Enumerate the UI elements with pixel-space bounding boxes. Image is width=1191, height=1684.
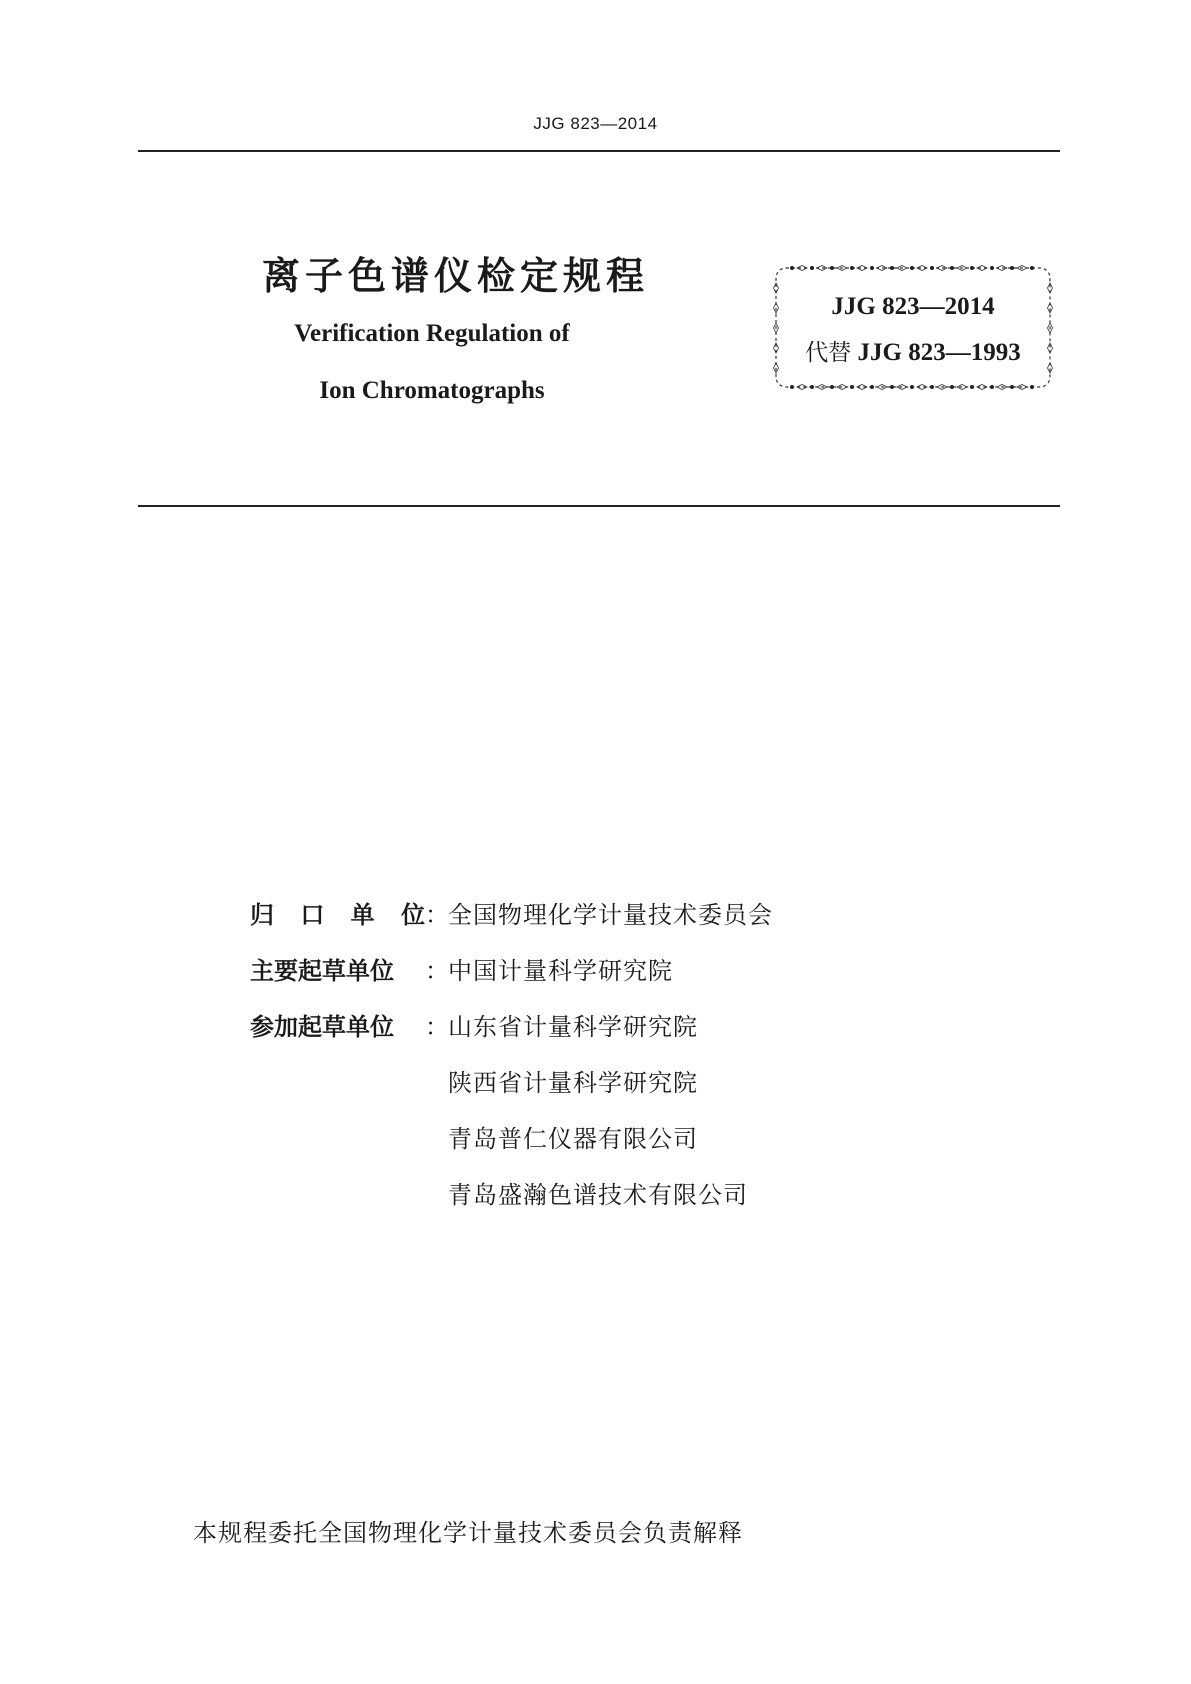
border-dot bbox=[990, 266, 994, 270]
border-dot bbox=[870, 385, 874, 389]
border-dot bbox=[950, 266, 954, 270]
border-dot bbox=[790, 266, 794, 270]
border-dot bbox=[930, 266, 934, 270]
participating-unit-value: 青岛普仁仪器有限公司 bbox=[448, 1125, 698, 1153]
label-char: 归 bbox=[250, 901, 274, 929]
label-char: 单 bbox=[350, 901, 375, 929]
border-dot bbox=[850, 385, 854, 389]
border-dot bbox=[1030, 266, 1034, 270]
participating-unit-value: 山东省计量科学研究院 bbox=[448, 1013, 698, 1041]
border-dot bbox=[790, 385, 794, 389]
border-dot bbox=[910, 385, 914, 389]
label-char: 口 bbox=[300, 901, 325, 929]
title-english-line2: Ion Chromatographs bbox=[319, 377, 545, 404]
border-dot bbox=[850, 266, 854, 270]
border-dot bbox=[810, 385, 814, 389]
current-code: JJG 823—2014 bbox=[831, 293, 995, 320]
border-dot bbox=[830, 266, 834, 270]
border-dot bbox=[990, 385, 994, 389]
border-dot bbox=[1030, 385, 1034, 389]
title-english-line1: Verification Regulation of bbox=[294, 320, 570, 347]
label-char: 位 bbox=[400, 901, 425, 929]
interpretation-note: 本规程委托全国物理化学计量技术委员会负责解释 bbox=[193, 1519, 743, 1547]
border-dot bbox=[930, 385, 934, 389]
border-dot bbox=[810, 266, 814, 270]
border-dot bbox=[1010, 266, 1014, 270]
decorative-border bbox=[772, 264, 1054, 391]
header-standard-code: JJG 823—2014 bbox=[533, 114, 658, 133]
responsible-unit-value: 全国物理化学计量技术委员会 bbox=[448, 901, 773, 929]
main-drafting-unit-value: 中国计量科学研究院 bbox=[448, 957, 673, 985]
title-chinese: 离子色谱仪检定规程 bbox=[262, 254, 650, 298]
label-colon: ： bbox=[425, 957, 449, 985]
title-divider bbox=[138, 505, 1060, 507]
replaces-code-line bbox=[772, 334, 1054, 367]
participating-unit-value: 陕西省计量科学研究院 bbox=[448, 1069, 698, 1097]
border-dot bbox=[830, 385, 834, 389]
replaced-code: JJG 823—1993 bbox=[857, 339, 1021, 366]
border-dot bbox=[870, 266, 874, 270]
participating-unit-label: 参加起草单位 bbox=[250, 1013, 394, 1041]
label-colon: ： bbox=[425, 1013, 449, 1041]
border-dot bbox=[890, 385, 894, 389]
border-dot bbox=[970, 385, 974, 389]
border-dot bbox=[970, 266, 974, 270]
replaces-prefix: 代替 bbox=[805, 340, 852, 366]
border-dot bbox=[910, 266, 914, 270]
header-divider bbox=[138, 150, 1060, 152]
border-dot bbox=[1010, 385, 1014, 389]
border-dot bbox=[890, 266, 894, 270]
responsible-unit-label bbox=[250, 895, 425, 930]
border-dot bbox=[950, 385, 954, 389]
participating-unit-value: 青岛盛瀚色谱技术有限公司 bbox=[448, 1181, 748, 1209]
label-colon: ： bbox=[425, 901, 449, 929]
main-drafting-unit-label: 主要起草单位 bbox=[250, 957, 394, 985]
standard-code-box bbox=[772, 264, 1054, 391]
